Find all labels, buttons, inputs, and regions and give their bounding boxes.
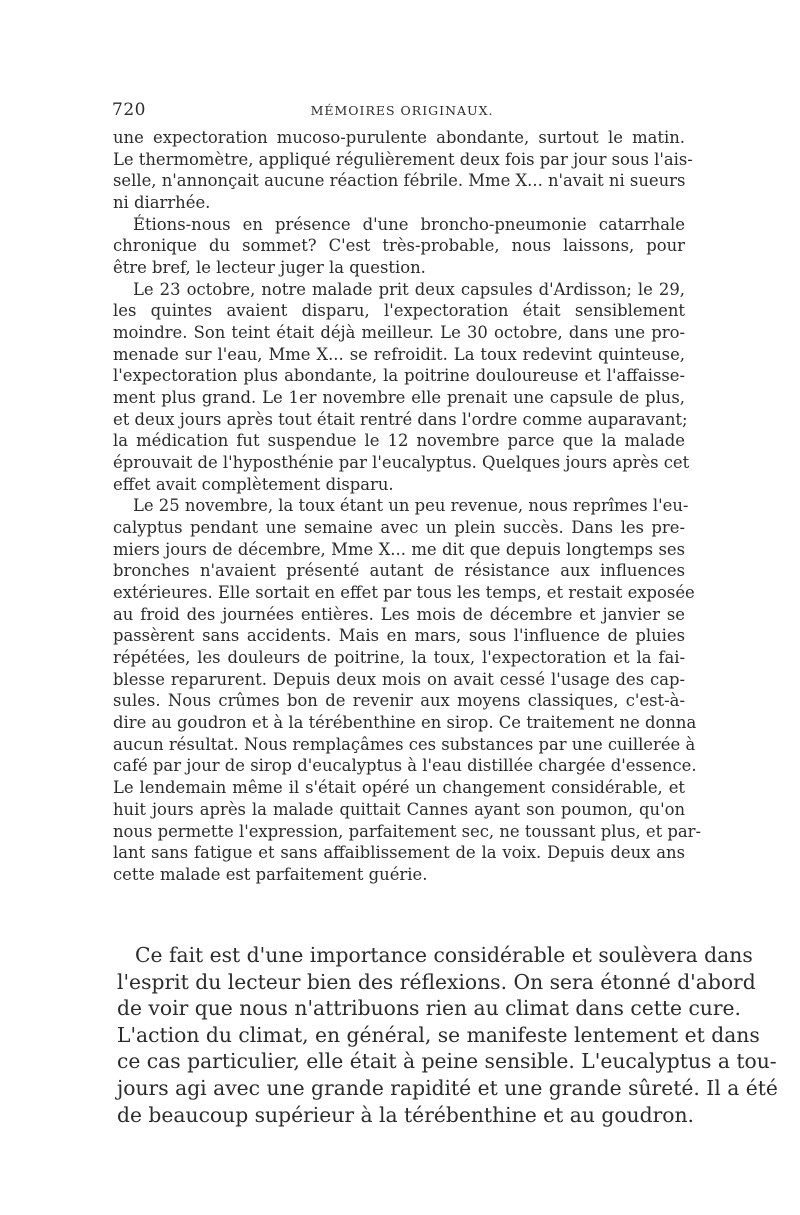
text-line: huit jours après la malade quittait Cannes ayant son poumon, qu'on	[113, 799, 685, 819]
text-line: Le thermomètre, appliqué régulièrement deux fois par jour sous l'ais-	[113, 149, 693, 169]
case-report-text	[113, 127, 702, 886]
text-line: Le 23 octobre, notre malade prit deux capsules d'Ardisson; le 29,	[133, 279, 685, 299]
text-line: sules. Nous crûmes bon de revenir aux moyens classiques, c'est-à-	[113, 691, 685, 711]
text-line: bronches n'avaient présenté autant de résistance aux influences	[113, 561, 685, 581]
page-number: 720	[112, 100, 146, 120]
text-line: calyptus pendant une semaine avec un plein succès. Dans les pre-	[113, 518, 685, 538]
text-line: ment plus grand. Le 1er novembre elle prenait une capsule de plus,	[113, 388, 685, 408]
text-line: nous permette l'expression, parfaitement sec, ne toussant plus, et par-	[113, 821, 702, 841]
text-line: éprouvait de l'hyposthénie par l'eucalyptus. Quelques jours après cet	[113, 453, 690, 473]
text-line: et deux jours après tout était rentré dans l'ordre comme auparavant;	[113, 409, 688, 429]
text-line: café par jour de sirop d'eucalyptus à l'eau distillée chargée d'essence.	[113, 756, 697, 776]
text-line: Étions-nous en présence d'une broncho-pneumonie catarrhale	[133, 214, 685, 234]
text-line: menade sur l'eau, Mme X... se refroidit. La toux redevint quinteuse,	[113, 344, 685, 364]
text-line: être bref, le lecteur juger la question.	[113, 258, 426, 278]
commentary-text	[117, 942, 778, 1128]
text-line: ni diarrhée.	[113, 193, 211, 213]
text-line: Ce fait est d'une importance considérable et soulèvera dans	[135, 943, 753, 967]
text-line: Le lendemain même il s'était opéré un changement considérable, et	[113, 778, 685, 798]
text-line: ce cas particulier, elle était à peine sensible. L'eucalyptus a tou-	[117, 1049, 777, 1074]
text-line: selle, n'annonçait aucune réaction fébrile. Mme X... n'avait ni sueurs	[113, 171, 686, 191]
text-line: au froid des journées entières. Les mois de décembre et janvier se	[113, 604, 685, 624]
text-line: jours agi avec une grande rapidité et une grande sûreté. Il a été	[117, 1075, 778, 1100]
text-line: miers jours de décembre, Mme X... me dit que depuis longtemps ses	[113, 539, 685, 559]
text-line: chronique du sommet? C'est très-probable, nous laissons, pour	[113, 236, 685, 256]
text-line: répétées, les douleurs de poitrine, la toux, l'expectoration et la fai-	[113, 648, 685, 668]
text-line: L'action du climat, en général, se manifeste lentement et dans	[117, 1022, 760, 1047]
text-line: blesse reparurent. Depuis deux mois on avait cessé l'usage des cap-	[113, 669, 685, 689]
text-line: moindre. Son teint était déjà meilleur. Le 30 octobre, dans une pro-	[113, 323, 685, 343]
text-line: de beaucoup supérieur à la térébenthine et au goudron.	[117, 1102, 694, 1127]
text-line: passèrent sans accidents. Mais en mars, sous l'influence de pluies	[113, 626, 685, 646]
text-line: Le 25 novembre, la toux étant un peu revenue, nous reprîmes l'eu-	[133, 496, 689, 516]
text-line: lant sans fatigue et sans affaiblissement de la voix. Depuis deux ans	[113, 843, 685, 863]
text-line: dire au goudron et à la térébenthine en sirop. Ce traitement ne donna	[113, 713, 697, 733]
running-title: MÉMOIRES ORIGINAUX.	[310, 103, 494, 118]
page-header	[112, 100, 692, 124]
text-line: les quintes avaient disparu, l'expectoration était sensiblement	[113, 301, 685, 321]
text-line: aucun résultat. Nous remplaçâmes ces substances par une cuillerée à	[113, 734, 696, 754]
text-line: l'expectoration plus abondante, la poitrine douloureuse et l'affaisse-	[113, 366, 685, 386]
text-line: la médication fut suspendue le 12 novembre parce que la malade	[113, 431, 685, 451]
text-line: extérieures. Elle sortait en effet par tous les temps, et restait exposée	[113, 583, 695, 603]
text-line: cette malade est parfaitement guérie.	[113, 864, 428, 884]
text-line: de voir que nous n'attribuons rien au climat dans cette cure.	[117, 996, 742, 1021]
text-line: l'esprit du lecteur bien des réflexions. On sera étonné d'abord	[117, 969, 756, 994]
text-line: effet avait complètement disparu.	[113, 474, 394, 494]
text-line: une expectoration mucoso-purulente abondante, surtout le matin.	[113, 128, 685, 147]
